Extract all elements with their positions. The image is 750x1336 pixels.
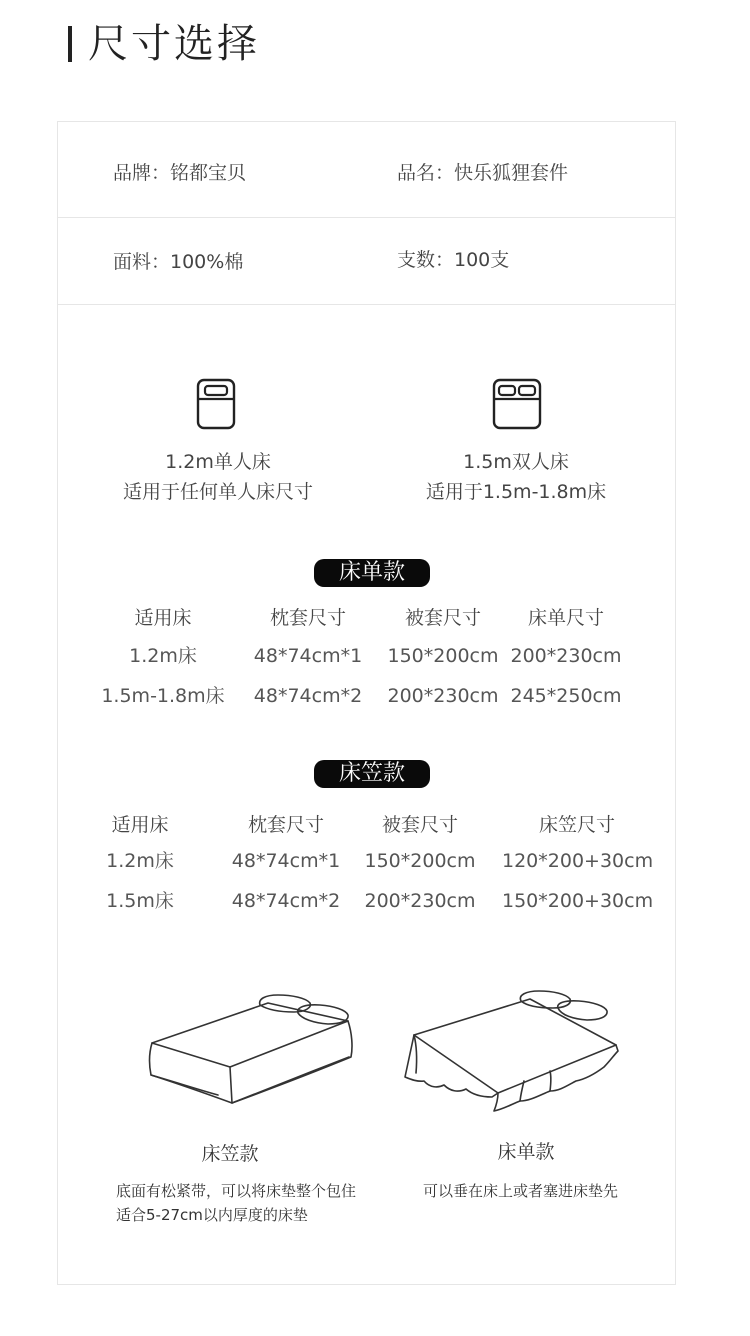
- table-cell: 150*200cm: [387, 645, 499, 667]
- page-title: 尺寸选择: [88, 21, 260, 67]
- double-bed-icon: [492, 378, 542, 430]
- table-cell: 1.2m床: [106, 850, 174, 872]
- table-cell: 48*74cm*1: [253, 645, 363, 667]
- single-bed-label: 1.2m单人床: [165, 451, 271, 473]
- table-header: 枕套尺寸: [247, 814, 324, 836]
- table-cell: 150*200+30cm: [502, 890, 654, 912]
- double-bed-label: 1.5m双人床: [463, 451, 569, 473]
- table-header: 适用床: [111, 814, 169, 836]
- table-header: 被套尺寸: [381, 814, 458, 836]
- thread-count-info: 支数：100支: [397, 249, 510, 271]
- table-cell: 48*74cm*2: [231, 890, 341, 912]
- flat-desc: 可以垂在床上或者塞进床垫先: [423, 1182, 619, 1200]
- table-header: 床笠尺寸: [538, 814, 615, 836]
- flat-sheet-bed-illustration: [400, 985, 625, 1115]
- table-header: 床单尺寸: [527, 607, 604, 629]
- product-name-info: 品名：快乐狐狸套件: [397, 162, 569, 184]
- table-header: 枕套尺寸: [269, 607, 346, 629]
- fitted-section-label: 床笠款: [314, 760, 430, 788]
- title-accent-bar: [68, 26, 72, 62]
- fitted-sheet-bed-illustration: [140, 985, 365, 1110]
- table-cell: 1.5m-1.8m床: [101, 685, 225, 707]
- table-cell: 48*74cm*1: [231, 850, 341, 872]
- divider: [58, 217, 676, 218]
- divider: [58, 304, 676, 305]
- table-cell: 48*74cm*2: [253, 685, 363, 707]
- fabric-info: 面料：100%棉: [113, 251, 244, 273]
- table-cell: 245*250cm: [510, 685, 622, 707]
- table-cell: 200*230cm: [387, 685, 499, 707]
- table-header: 适用床: [134, 607, 192, 629]
- brand-info: 品牌：铭都宝贝: [113, 162, 247, 184]
- table-cell: 200*230cm: [510, 645, 622, 667]
- table-cell: 200*230cm: [364, 890, 476, 912]
- sheet-section-label: 床单款: [314, 559, 430, 587]
- fitted-desc: 适合5-27cm以内厚度的床垫: [116, 1206, 308, 1224]
- table-cell: 120*200+30cm: [502, 850, 654, 872]
- double-bed-desc: 适用于1.5m-1.8m床: [425, 481, 607, 503]
- table-header: 被套尺寸: [404, 607, 481, 629]
- fitted-caption: 床笠款: [201, 1143, 259, 1165]
- flat-caption: 床单款: [497, 1141, 555, 1163]
- table-cell: 1.2m床: [129, 645, 197, 667]
- single-bed-desc: 适用于任何单人床尺寸: [122, 481, 313, 503]
- single-bed-icon: [196, 378, 236, 430]
- table-cell: 1.5m床: [106, 890, 174, 912]
- table-cell: 150*200cm: [364, 850, 476, 872]
- fitted-desc: 底面有松紧带，可以将床垫整个包住: [116, 1182, 357, 1200]
